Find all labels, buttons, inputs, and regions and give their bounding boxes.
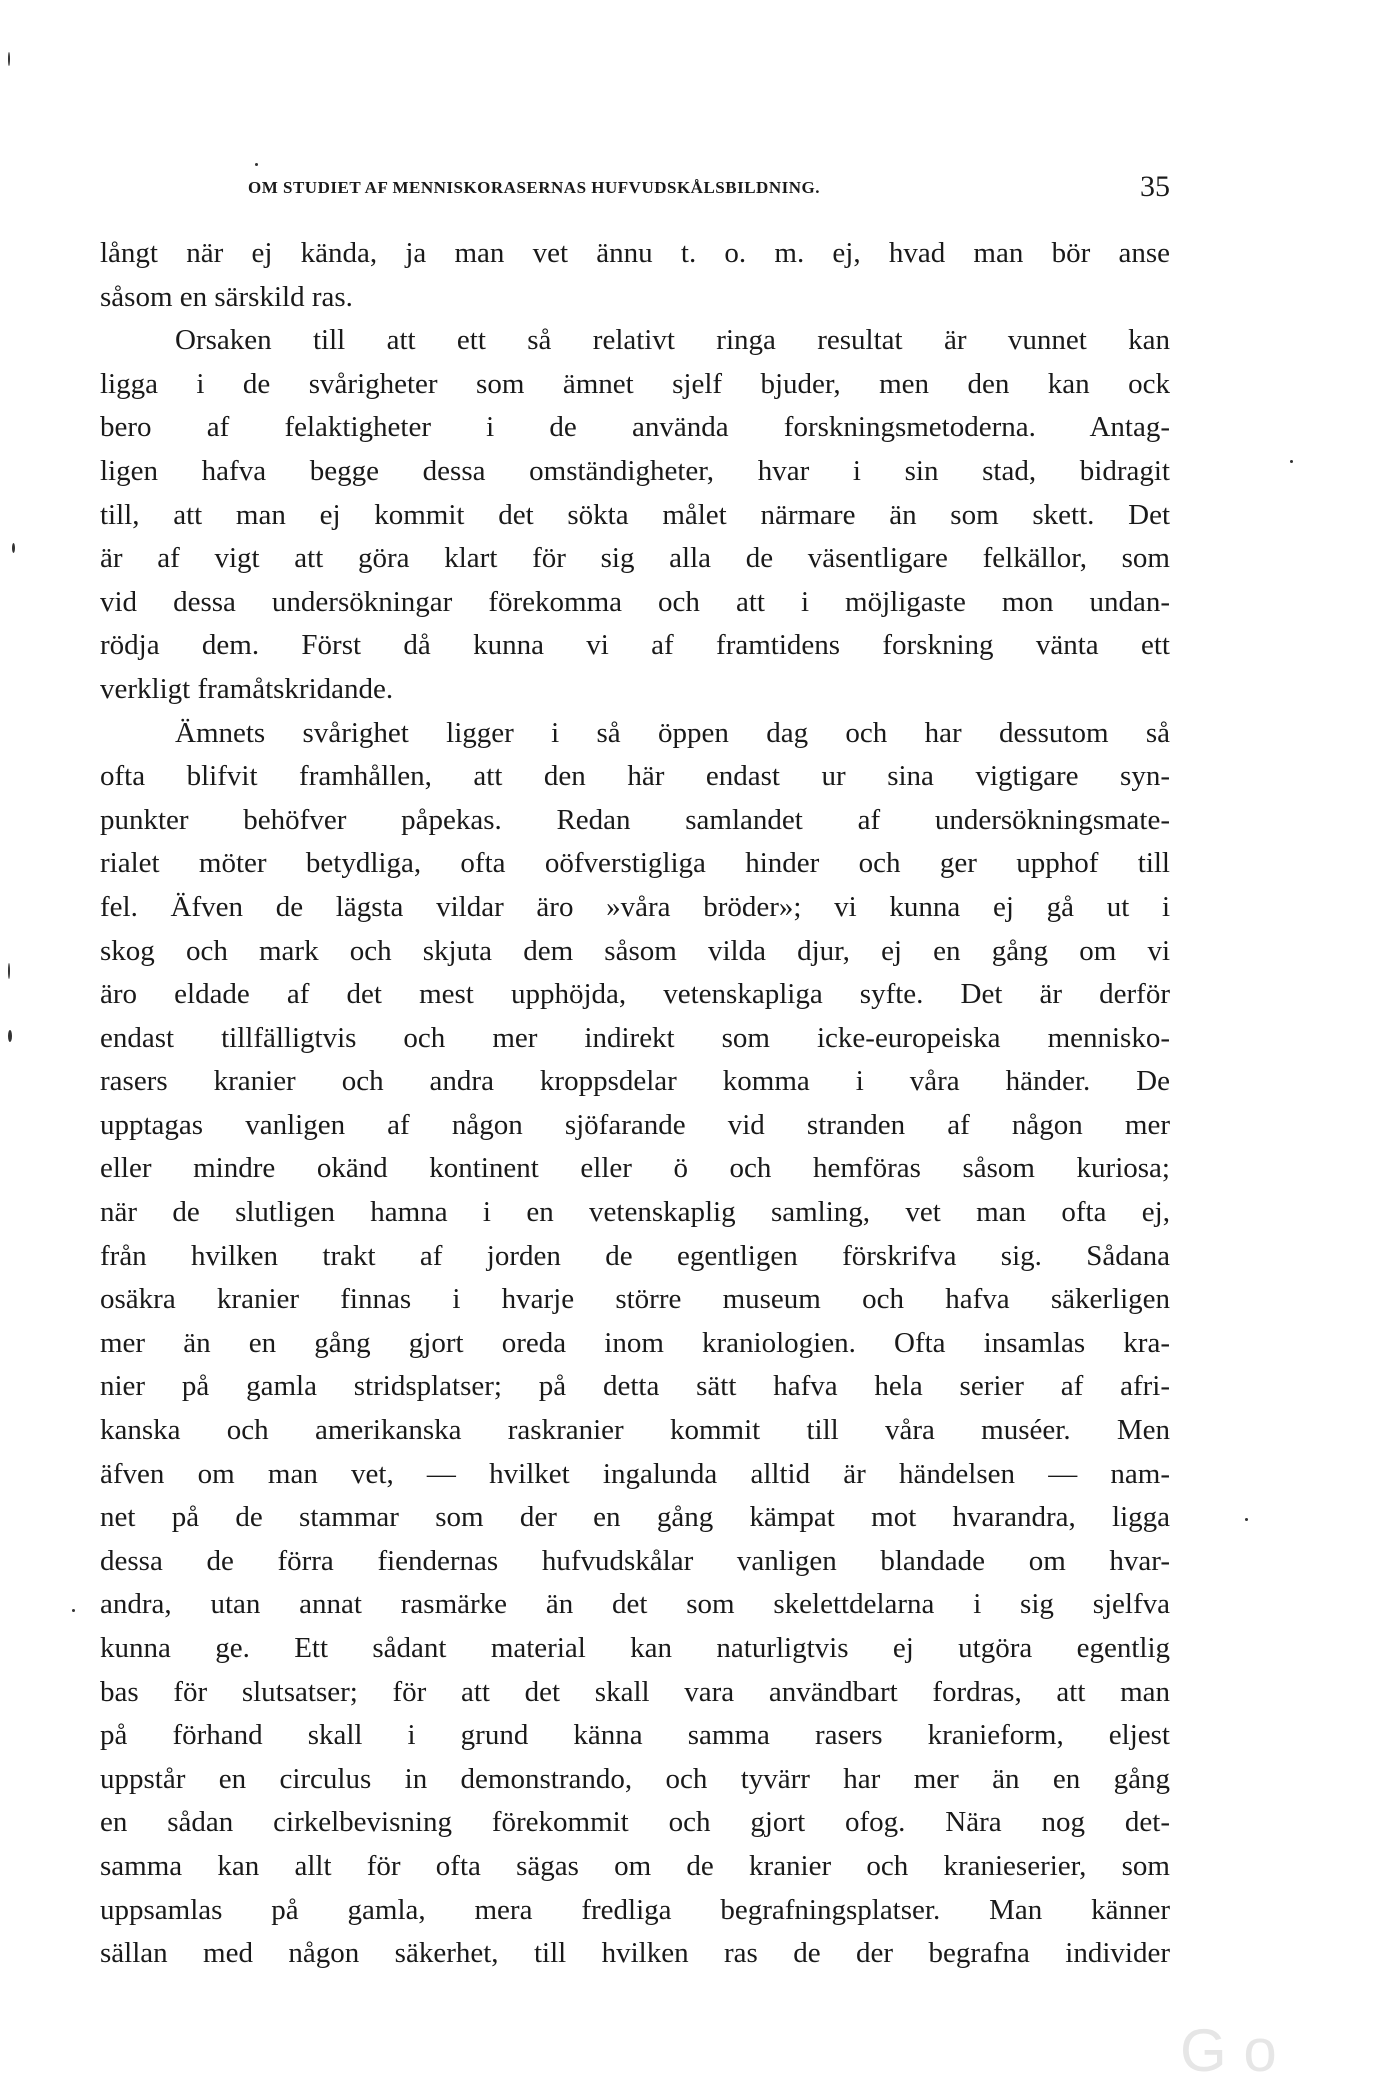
text-line: andra, utan annat rasmärke än det som skelettdelarna i sig sjelfva	[100, 1588, 1170, 1621]
body-text	[100, 232, 1170, 1976]
text-line: eller mindre okänd kontinent eller ö och hemföras såsom kuriosa;	[100, 1152, 1170, 1185]
text-line: en sådan cirkelbevisning förekommit och gjort ofog. Nära nog det-	[100, 1806, 1170, 1839]
text-line: punkter behöfver påpekas. Redan samlandet af undersökningsmate-	[100, 803, 1170, 836]
text-line: ofta blifvit framhållen, att den här endast ur sina vigtigare syn-	[100, 760, 1170, 793]
scan-speck	[8, 52, 10, 66]
text-line: uppstår en circulus in demonstrando, och tyvärr har mer än en gång	[100, 1762, 1170, 1795]
running-head-title: OM STUDIET AF MENNISKORASERNAS HUFVUDSKÅLSBILDNING.	[248, 178, 820, 197]
text-line: nier på gamla stridsplatser; på detta sätt hafva hela serier af afri-	[100, 1370, 1170, 1403]
scan-speck	[255, 163, 258, 166]
text-line: såsom en särskild ras.	[100, 280, 353, 313]
document-page	[100, 0, 1170, 2046]
text-line: långt när ej kända, ja man vet ännu t. o. m. ej, hvad man bör anse	[100, 237, 1170, 269]
text-line: dessa de förra fiendernas hufvudskålar vanligen blandade om hvar-	[100, 1544, 1170, 1577]
text-line: ligen hafva begge dessa omständigheter, hvar i sin stad, bidragit	[100, 454, 1170, 487]
text-line: äro eldade af det mest upphöjda, vetenskapliga syfte. Det är derför	[100, 978, 1170, 1011]
text-line: kanska och amerikanska raskranier kommit till våra muséer. Men	[100, 1414, 1170, 1447]
watermark-fragment: G o	[1180, 2017, 1277, 2084]
text-line: bero af felaktigheter i de använda forskningsmetoderna. Antag-	[100, 411, 1170, 444]
text-line: vid dessa undersökningar förekomma och att i möjligaste mon undan-	[100, 585, 1170, 618]
text-line: endast tillfälligtvis och mer indirekt som icke-europeiska mennisko-	[100, 1021, 1170, 1054]
scan-speck	[72, 1609, 75, 1612]
text-line: äfven om man vet, — hvilket ingalunda alltid är händelsen — nam-	[100, 1457, 1170, 1490]
page-number: 35	[1140, 170, 1170, 203]
text-line: Ämnets svårighet ligger i så öppen dag och har dessutom så	[175, 716, 1170, 749]
text-line: från hvilken trakt af jorden de egentligen förskrifva sig. Sådana	[100, 1239, 1170, 1272]
text-line: upptagas vanligen af någon sjöfarande vid stranden af någon mer	[100, 1108, 1170, 1141]
text-line: fel. Äfven de lägsta vildar äro »våra bröder»; vi kunna ej gå ut i	[100, 890, 1170, 923]
text-line: uppsamlas på gamla, mera fredliga begrafningsplatser. Man känner	[100, 1893, 1170, 1926]
running-head	[100, 170, 1170, 210]
text-line: är af vigt att göra klart för sig alla de väsentligare felkällor, som	[100, 542, 1170, 575]
text-line: kunna ge. Ett sådant material kan naturligtvis ej utgöra egentlig	[100, 1632, 1170, 1664]
scan-speck	[8, 963, 10, 979]
text-line: när de slutligen hamna i en vetenskaplig samling, vet man ofta ej,	[100, 1196, 1170, 1229]
text-line: ligga i de svårigheter som ämnet sjelf bjuder, men den kan ock	[100, 367, 1170, 400]
text-line: verkligt framåtskridande.	[100, 672, 394, 705]
text-line: samma kan allt för ofta sägas om de kranier och kranieserier, som	[100, 1849, 1170, 1882]
text-line: mer än en gång gjort oreda inom kraniologien. Ofta insamlas kra-	[100, 1326, 1170, 1359]
text-line: osäkra kranier finnas i hvarje större museum och hafva säkerligen	[100, 1283, 1170, 1316]
text-line: till, att man ej kommit det sökta målet närmare än som skett. Det	[100, 498, 1170, 531]
scan-speck	[12, 543, 15, 553]
text-line: på förhand skall i grund känna samma rasers kranieform, eljest	[100, 1719, 1170, 1752]
text-line: rasers kranier och andra kroppsdelar komma i våra händer. De	[100, 1065, 1170, 1098]
scan-speck	[1245, 1518, 1248, 1521]
text-line: skog och mark och skjuta dem såsom vilda djur, ej en gång om vi	[100, 934, 1170, 967]
scan-speck	[1290, 460, 1293, 463]
text-line: bas för slutsatser; för att det skall vara användbart fordras, att man	[100, 1675, 1170, 1708]
scan-speck	[8, 1030, 12, 1042]
text-line: net på de stammar som der en gång kämpat mot hvarandra, ligga	[100, 1501, 1170, 1534]
text-line: rialet möter betydliga, ofta oöfverstigliga hinder och ger upphof till	[100, 847, 1170, 880]
text-line: sällan med någon säkerhet, till hvilken ras de der begrafna individer	[100, 1937, 1170, 1970]
text-line: rödja dem. Först då kunna vi af framtidens forskning vänta ett	[100, 629, 1170, 662]
text-line: Orsaken till att ett så relativt ringa resultat är vunnet kan	[175, 324, 1170, 357]
